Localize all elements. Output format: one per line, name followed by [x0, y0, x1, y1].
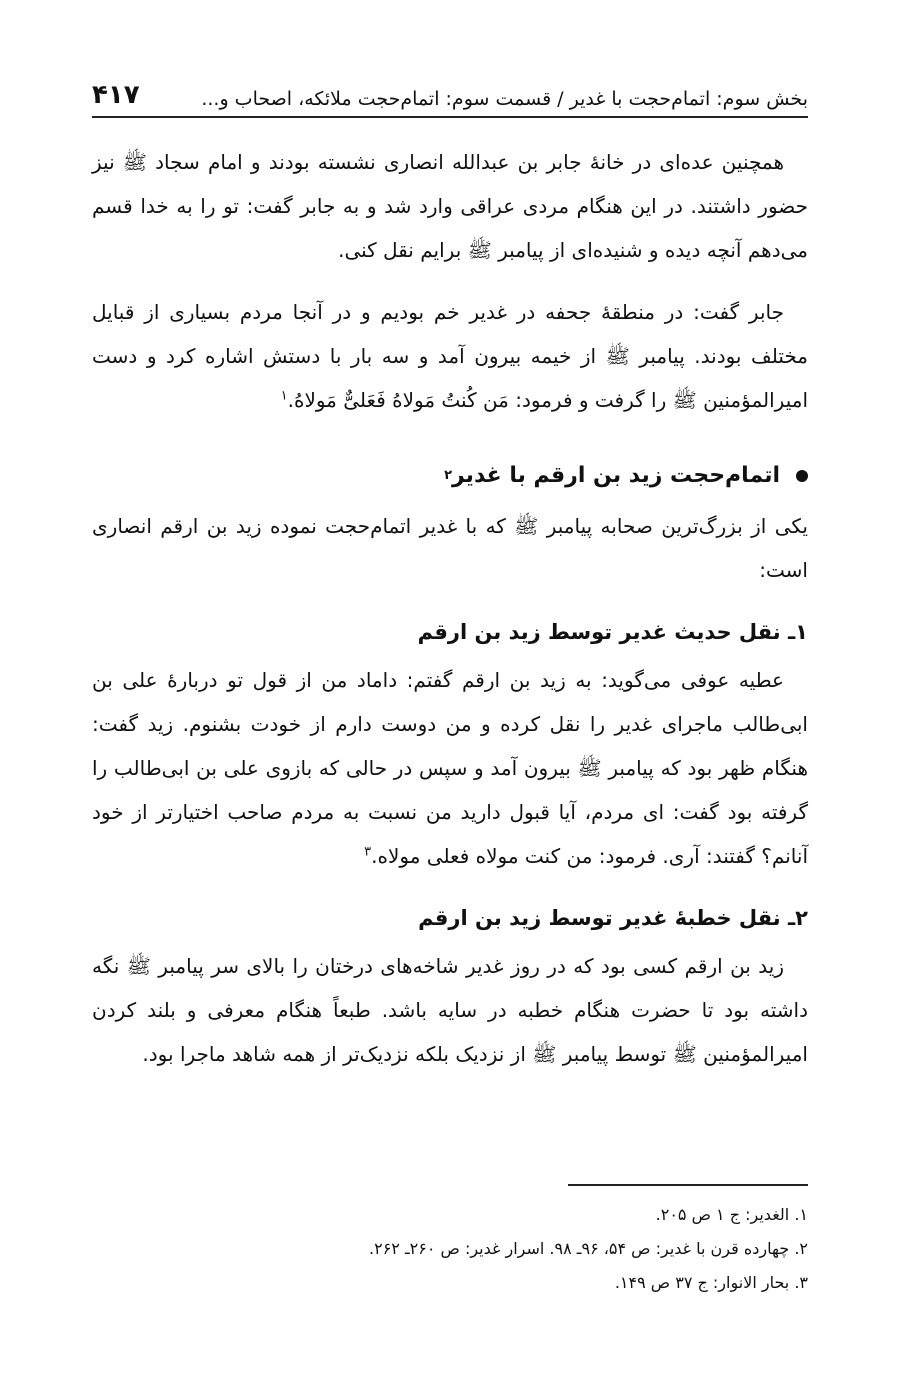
footnote-2: ۲. چهارده قرن با غدیر: ص ۵۴، ۹۶ـ ۹۸. اسرار غدیر: ص ۲۶۰ـ ۲۶۲. [369, 1239, 808, 1258]
paragraph-4 [92, 658, 808, 878]
running-header [92, 70, 808, 118]
page-body [92, 140, 808, 1094]
footnote-ref-1: ۱ [280, 388, 288, 404]
footnotes [92, 1198, 808, 1300]
running-header-title: بخش سوم: اتمام‌حجت با غدیر / قسمت سوم: اتمام‌حجت ملائکه، اصحاب و... [201, 88, 808, 110]
paragraph-1: همچنین عده‌ای در خانهٔ جابر بن عبدالله انصاری نشسته بودند و امام سجاد ﷺ نیز حضور داشتند. در این هنگام مردی عراقی وارد شد و به جابر گفت: تو را به خدا قسم می‌دهم آنچه دیده و شنیده‌ای از پیامبر ﷺ برایم نقل کنی. [92, 150, 808, 262]
page-number: ۴۱۷ [92, 80, 140, 110]
section-heading: اتمام‌حجت زید بن ارقم با غدیر ۲ [92, 454, 808, 498]
footnote-3: ۳. بحار الانوار: ج ۳۷ ص ۱۴۹. [614, 1273, 808, 1292]
footnote-1: ۱. الغدیر: ج ۱ ص ۲۰۵. [655, 1205, 808, 1224]
paragraph-2-text: جابر گفت: در منطقهٔ جحفه در غدیر خم بودیم و در آنجا مردم بسیاری از قبایل مختلف بودند. پیامبر ﷺ از خیمه بیرون آمد و سه بار با دستش اشاره کرد و دست امیرالمؤمنین ﷺ را گرفت و فرمود: مَن کُنتُ مَولاهُ فَعَلیٌّ مَولاهُ. [92, 300, 808, 412]
book-page [92, 0, 808, 1390]
section-heading-text: اتمام‌حجت زید بن ارقم با غدیر [452, 463, 780, 488]
footnote-divider [568, 1184, 808, 1186]
paragraph-3: یکی از بزرگ‌ترین صحابه پیامبر ﷺ که با غدیر اتمام‌حجت نموده زید بن ارقم انصاری است: [92, 514, 808, 582]
paragraph-4-text: عطیه عوفی می‌گوید: به زید بن ارقم گفتم: داماد من از قول تو دربارهٔ علی بن ابی‌طالب ماجرای غدیر را نقل کرده و من دوست دارم از خودت بشنوم. زید گفت: هنگام ظهر بود که پیامبر ﷺ بیرون آمد و سپس در حالی که بازوی علی بن ابی‌طالب را گرفته بود گفت: ای مردم، آیا قبول دارید من نسبت به مردم صاحب اختیارتر از خود آنانم؟ گفتند: آری. فرمود: من کنت مولاه فعلی مولاه. [92, 668, 808, 868]
subheading-2: ۲ـ نقل خطبهٔ غدیر توسط زید بن ارقم [418, 906, 808, 930]
paragraph-2 [92, 290, 808, 422]
footnote-ref-3: ۳ [364, 844, 372, 860]
subheading-1: ۱ـ نقل حدیث غدیر توسط زید بن ارقم [417, 620, 808, 644]
bullet-icon [796, 470, 808, 482]
paragraph-5: زید بن ارقم کسی بود که در روز غدیر شاخه‌های درختان را بالای سر پیامبر ﷺ نگه داشته بود تا حضرت هنگام خطبه در سایه باشد. طبعاً هنگام معرفی و بلند کردن امیرالمؤمنین ﷺ توسط پیامبر ﷺ از نزدیک بلکه نزدیک‌تر از همه شاهد ماجرا بود. [92, 954, 808, 1066]
